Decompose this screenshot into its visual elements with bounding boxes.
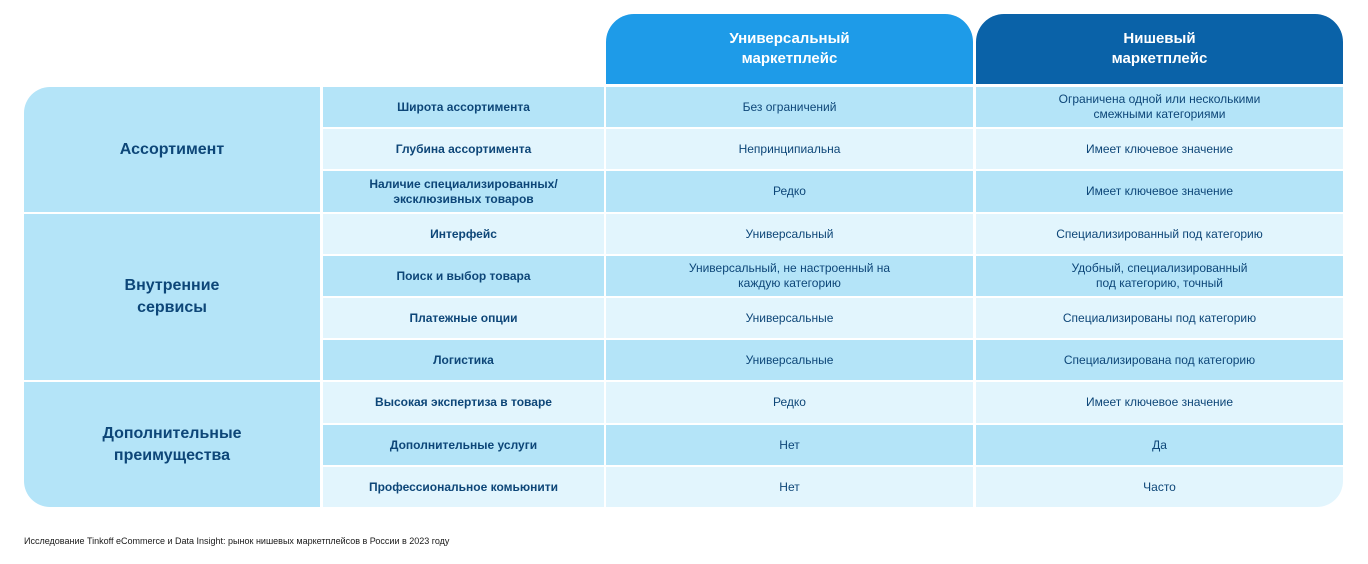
category-label: Ассортимент (119, 140, 225, 158)
header-niche-marketplace (976, 14, 1343, 84)
niche-cell: Специализирована под категорию (976, 340, 1343, 380)
table-row (323, 425, 1343, 465)
param-cell: Поиск и выбор товара (323, 256, 604, 296)
category-additional-advantages (24, 382, 320, 507)
niche-cell: Часто (976, 467, 1343, 507)
table-row (323, 382, 1343, 423)
universal-cell: Универсальные (606, 340, 973, 380)
universal-cell: Редко (606, 382, 973, 423)
niche-cell: Имеет ключевое значение (976, 171, 1343, 212)
table-row (323, 467, 1343, 507)
niche-cell: Имеет ключевое значение (976, 382, 1343, 423)
table-row (323, 256, 1343, 296)
niche-cell: Специализированный под категорию (976, 214, 1343, 254)
header-niche-label: Нишевый маркетплейс (1111, 30, 1208, 67)
universal-cell: Редко (606, 171, 973, 212)
niche-cell: Ограничена одной или несколькими смежными категориями (976, 87, 1343, 127)
universal-cell: Непринципиальна (606, 129, 973, 169)
table-row (323, 214, 1343, 254)
param-cell: Наличие специализированных/ эксклюзивных товаров (323, 171, 604, 212)
universal-cell: Универсальный, не настроенный на каждую категорию (606, 256, 973, 296)
table-row (323, 171, 1343, 212)
niche-cell: Специализированы под категорию (976, 298, 1343, 338)
param-cell: Профессиональное комьюнити (323, 467, 604, 507)
category-label: Внутренние сервисы (124, 277, 220, 316)
table-row (323, 87, 1343, 127)
category-label: Дополнительные преимущества (102, 424, 242, 464)
source-caption: Исследование Tinkoff eCommerce и Data Insight: рынок нишевых маркетплейсов в России в 2023 году (24, 536, 450, 546)
table-row (323, 129, 1343, 169)
param-cell: Дополнительные услуги (323, 425, 604, 465)
header-universal-marketplace (606, 14, 973, 84)
universal-cell: Нет (606, 425, 973, 465)
param-cell: Широта ассортимента (323, 87, 604, 127)
category-internal-services (24, 214, 320, 380)
niche-cell: Имеет ключевое значение (976, 129, 1343, 169)
universal-cell: Нет (606, 467, 973, 507)
niche-cell: Удобный, специализированный под категорию, точный (976, 256, 1343, 296)
universal-cell: Универсальные (606, 298, 973, 338)
table-row (323, 298, 1343, 338)
param-cell: Высокая экспертиза в товаре (323, 382, 604, 423)
header-universal-label: Универсальный маркетплейс (729, 30, 850, 67)
param-cell: Платежные опции (323, 298, 604, 338)
universal-cell: Универсальный (606, 214, 973, 254)
universal-cell: Без ограничений (606, 87, 973, 127)
niche-cell: Да (976, 425, 1343, 465)
category-assortment (24, 87, 320, 212)
param-cell: Глубина ассортимента (323, 129, 604, 169)
table-row (323, 340, 1343, 380)
param-cell: Интерфейс (323, 214, 604, 254)
param-cell: Логистика (323, 340, 604, 380)
